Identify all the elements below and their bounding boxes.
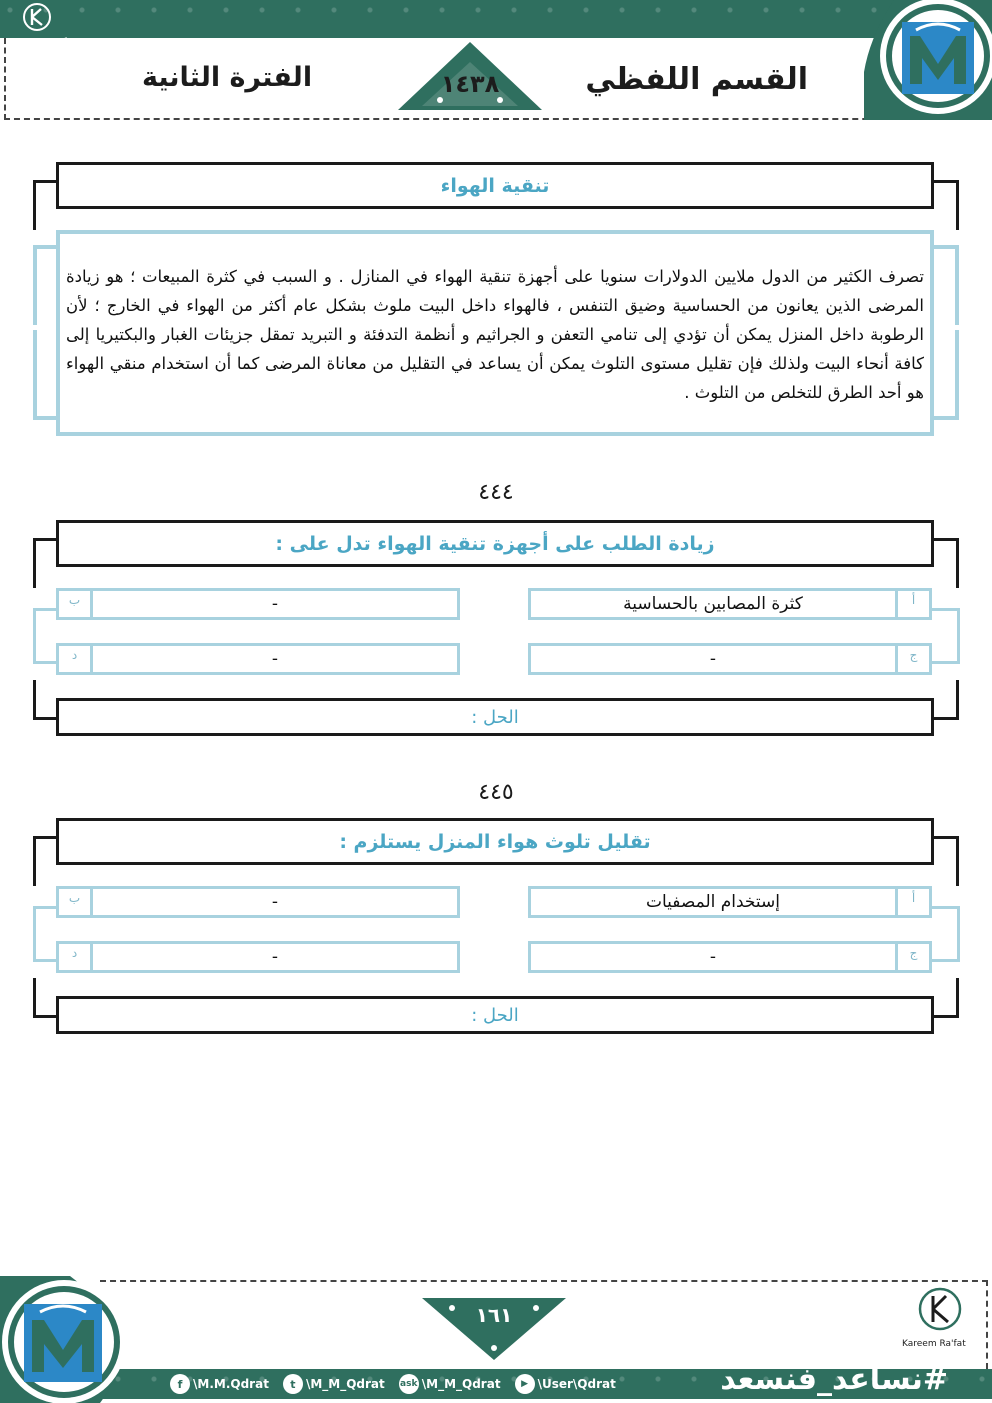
social-link-ask[interactable] <box>399 1374 501 1394</box>
option-letter: د <box>59 944 93 970</box>
options-bracket-right <box>930 608 960 664</box>
ask-icon: ask <box>399 1374 419 1394</box>
option-letter: ج <box>895 646 929 672</box>
twitter-icon: t <box>283 1374 303 1394</box>
solution-box[interactable]: الحل : <box>56 996 934 1034</box>
option-letter: أ <box>895 591 929 617</box>
social-handle: \User\Qdrat <box>537 1377 616 1391</box>
social-link-youtube[interactable] <box>515 1374 616 1394</box>
header-brand: Kareem Ra'fat <box>6 37 77 48</box>
solution-box[interactable]: الحل : <box>56 698 934 736</box>
kareem-logo-icon <box>16 2 58 32</box>
option-letter: ب <box>59 591 93 617</box>
social-link-twitter[interactable] <box>283 1374 385 1394</box>
passage-title: تنقية الهواء <box>56 162 934 209</box>
option-b[interactable] <box>56 886 460 918</box>
option-text: - <box>271 947 279 967</box>
period-title: الفترة الثانية <box>142 62 313 93</box>
qudrat-emblem-icon <box>864 0 992 120</box>
kareem-logo-icon <box>908 1286 972 1332</box>
social-links <box>170 1373 616 1395</box>
option-text: - <box>709 947 717 967</box>
social-handle: \M.M.Qdrat <box>193 1377 269 1391</box>
social-link-facebook[interactable] <box>170 1374 269 1394</box>
option-d[interactable] <box>56 643 460 675</box>
question-number: ٤٤٥ <box>478 780 514 805</box>
question-stem: تقليل تلوث هواء المنزل يستلزم : <box>56 818 934 865</box>
section-title: القسم اللفظي <box>585 62 808 97</box>
header-band <box>0 0 992 38</box>
social-handle: \M_M_Qdrat <box>421 1377 501 1391</box>
option-letter: ج <box>895 944 929 970</box>
year-label: ١٤٣٨ <box>440 70 500 98</box>
option-letter: أ <box>895 889 929 915</box>
option-b[interactable] <box>56 588 460 620</box>
youtube-icon: ▶ <box>515 1374 535 1394</box>
footer-brand: Kareem Ra'fat <box>902 1339 966 1349</box>
options-bracket-right <box>930 906 960 962</box>
option-letter: د <box>59 646 93 672</box>
social-handle: \M_M_Qdrat <box>305 1377 385 1391</box>
option-d[interactable] <box>56 941 460 973</box>
question-stem: زيادة الطلب على أجهزة تنقية الهواء تدل على : <box>56 520 934 567</box>
hashtag: #نساعد_فنسعد <box>720 1362 948 1397</box>
option-a[interactable] <box>528 588 932 620</box>
option-c[interactable] <box>528 941 932 973</box>
option-a[interactable] <box>528 886 932 918</box>
option-text: - <box>271 594 279 614</box>
qudrat-emblem-icon <box>0 1276 134 1403</box>
passage-text: تصرف الكثير من الدول ملايين الدولارات سنويا على أجهزة تنقية الهواء في المنازل . و السبب في كثرة المبيعات ؛ هو زيادة المرضى الذين يعانون من الحساسية وضيق التنفس ، فالهواء داخل البيت ملوث بشكل عام أكثر من الهواء في الخارج ؛ لأن الرطوبة داخل المنزل يمكن أن تؤدي إلى تنامي التعفن و الجراثيم و أنظمة التدفئة و التبريد تمقل جزيئات الغبار والبكتيريا إلى كافة أنحاء البيت ولذلك فإن تقليل مستوى التلوث يمكن أن يساعد في التقليل من معاناة المرضى كما أن استخدام منقي الهواء هو أحد الطرق للتخلص من التلوث . <box>66 267 924 402</box>
option-text: إستخدام المصفيات <box>645 892 781 912</box>
option-c[interactable] <box>528 643 932 675</box>
question-number: ٤٤٤ <box>478 480 514 505</box>
page-number: ١٦١ <box>475 1303 513 1327</box>
option-text: كثرة المصابين بالحساسية <box>623 594 803 614</box>
facebook-icon: f <box>170 1374 190 1394</box>
option-text: - <box>709 649 717 669</box>
option-text: - <box>271 892 279 912</box>
option-letter: ب <box>59 889 93 915</box>
option-text: - <box>271 649 279 669</box>
